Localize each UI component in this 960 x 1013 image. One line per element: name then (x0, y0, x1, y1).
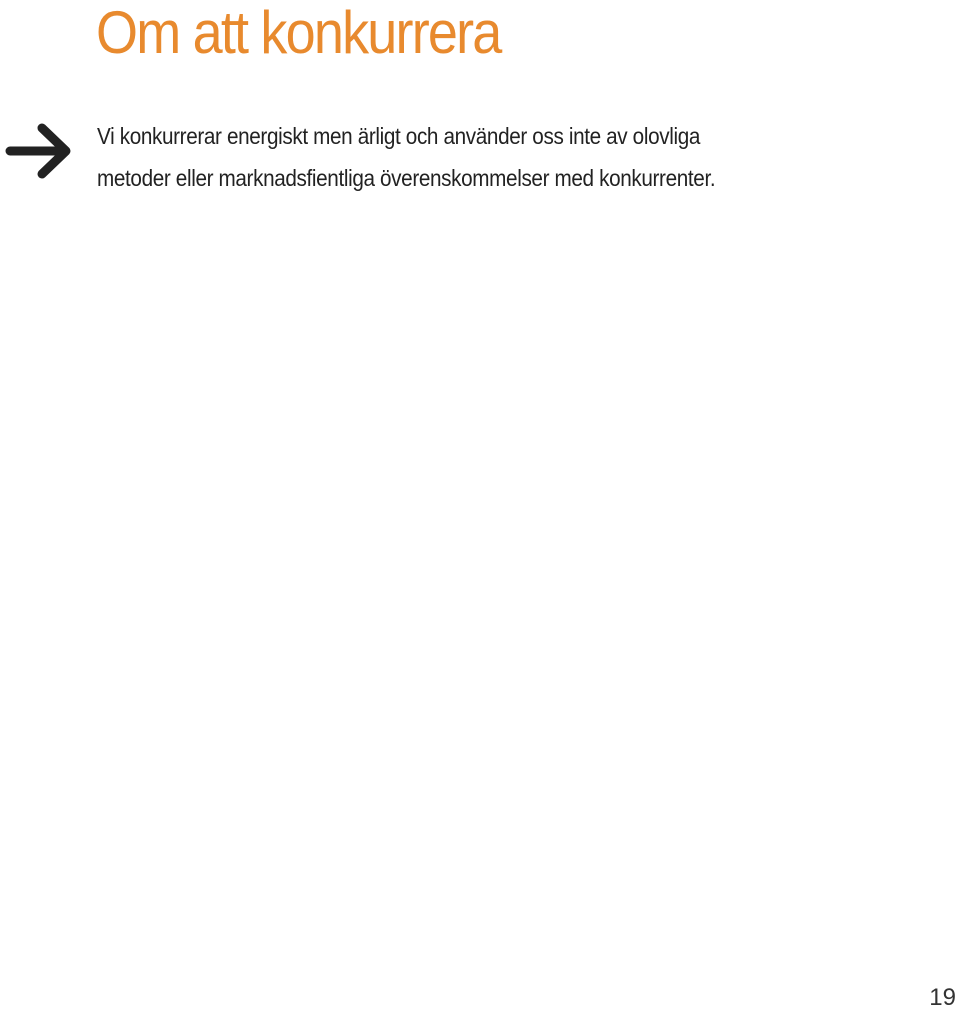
body-line-1: Vi konkurrerar energiskt men ärligt och använder oss inte av olovliga (97, 123, 701, 149)
body-paragraph (97, 115, 715, 199)
arrow-right-icon (4, 120, 72, 182)
page-number: 19 (929, 984, 956, 1011)
page-title: Om att konkurrera (96, 0, 501, 66)
body-line-2: metoder eller marknadsfientliga överenskommelser med konkurrenter. (97, 165, 716, 191)
